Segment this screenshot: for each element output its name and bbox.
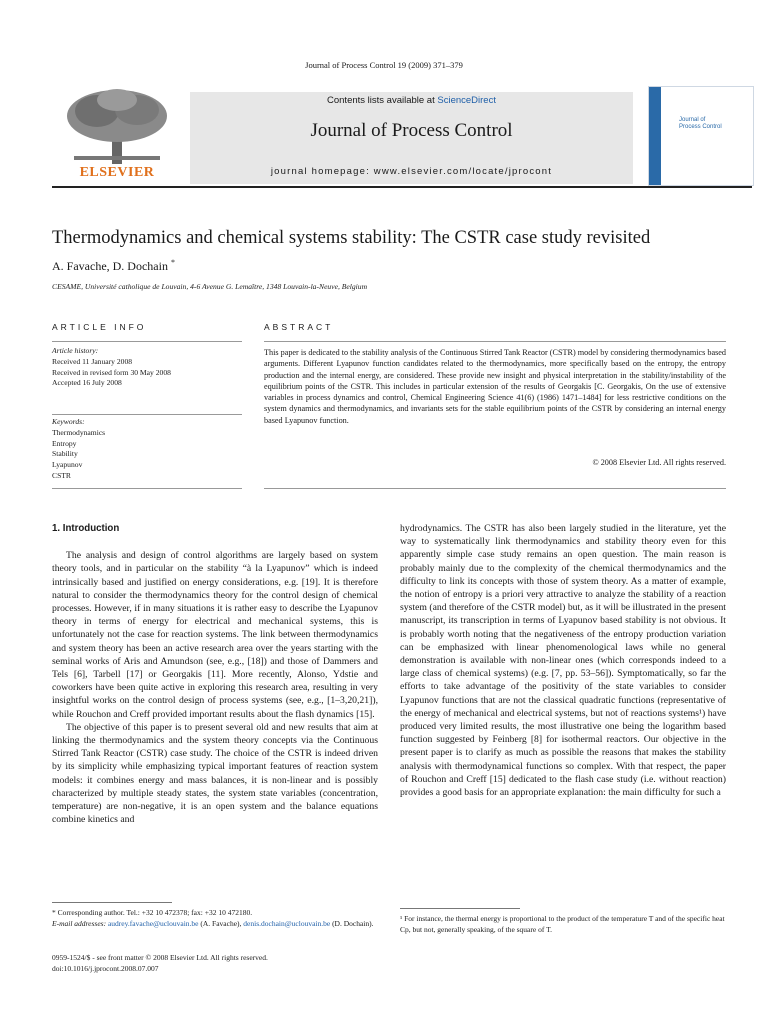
contents-prefix: Contents lists available at [327,95,438,106]
article-info-heading: ARTICLE INFO [52,322,147,332]
paper-title: Thermodynamics and chemical systems stability: The CSTR case study revisited [52,228,651,248]
sciencedirect-link[interactable]: ScienceDirect [437,95,496,106]
header-rule [52,186,752,188]
journal-homepage[interactable]: journal homepage: www.elsevier.com/locate/jprocont [270,166,553,177]
abstract-heading: ABSTRACT [264,322,334,332]
journal-citation: Journal of Process Control 19 (2009) 371–379 [305,60,463,70]
revised-date: Received in revised form 30 May 2008 [52,367,171,377]
footnote-rule [52,902,172,903]
contents-availability [190,95,633,106]
body-column-left [52,522,378,826]
author-mark: * [170,258,175,267]
elsevier-wordmark: ELSEVIER [79,165,155,180]
paragraph: hydrodynamics. The CSTR has also been largely studied in the literature, yet the way to systematically link thermodynamics and stability theory even for this apparently simple case study remains an open question. The main reason is probably mainly due to the complexity of the chemical thermodynamics and the difficulty to link its concepts with those of system theory. As a matter of example, the notion of entropy is a priori very attractive to analyze the stability of a reaction system (and therefore of the CSTR model) but, as it will be illustrated in the present manuscript, its transcription in terms of Lyapunov based stability is not obvious. It is probably worth noting that the negativeness of the entropy production variation can be emphasized with linear phenomenological laws while no general demonstration is available with non-linear ones (which corresponds indeed to a large class of chemical systems) (e.g. [7, pp. 53–56]). Symptomatically, so far the efforts to take advantage of the positivity of the state variables to consider Lyapunov functions that are not the classical quadratic functions (representative of the energy of mechanical and electrical systems, but not of reactions systems¹) have produced very limited results, the most illustrative one being the logarithm based function suggested by Feinberg [8] for isothermal reactors. Our objective in the present paper is to clarify as much as possible the reasons that makes the stability analysis with thermodynamical functions so complex. With that respect, the paper of Rouchon and Creff [15] dedicated to the flash case study (i.e. without reaction) provides a good basis for an appropriate explanation: the main difficulty for such a [400,523,726,799]
cover-title: Journal of Process Control [679,117,722,130]
divider [52,341,242,342]
divider [264,488,726,489]
paragraph: The analysis and design of control algorithms are largely based on system theory tools, and in particular on the stability “à la Lyapunov” which is indeed intrinsically based and justified on energy considerations, e.g. [19]. It is therefore natural to consider the thermodynamics theory for the control design of chemical processes. However, if in many situations it is rather easy to describe the Lyapunov theory in terms of energy for electrical and mechanical systems, this is unfortunately not the case for reaction systems. The link between thermodynamics and system theory has been an active research area over the years starting with the seminal works of Aris and Amundson (see, e.g., [18]) and those of Dammers and Tels [6], Tarbell [17] or Georgakis [11]. More recently, Alonso, Ydstie and coworkers have been quite active in exploring this research area, resulting in very insightful works on the control design of process systems (see, e.g., [1–3,20,21]), while Rouchon and Creff provided important results about the flash dynamics [15]. [52,550,378,720]
keyword: Stability [52,449,78,459]
divider [52,488,242,489]
keyword: Lyapunov [52,460,83,470]
footnote-1: ¹ For instance, the thermal energy is proportional to the product of the temperature T and of the specific heat Cp, but not, generally speaking, of the square of T. [400,914,725,934]
footnote-rule [400,908,520,909]
issn: 0959-1524/$ - see front matter © 2008 Elsevier Ltd. All rights reserved. [52,953,268,962]
keyword: Thermodynamics [52,427,106,437]
doi: doi:10.1016/j.jprocont.2008.07.007 [52,963,159,973]
affiliation: CESAME, Université catholique de Louvain, 4-6 Avenue G. Lemaître, 1348 Louvain-la-Neuve, Belgium [52,282,368,291]
accepted-date: Accepted 16 July 2008 [52,378,122,388]
keywords [52,417,242,482]
body-column-right [400,522,726,799]
abstract-copyright: © 2008 Elsevier Ltd. All rights reserved. [592,458,726,467]
keywords-label: Keywords: [52,417,85,426]
paragraph: The objective of this paper is to present several old and new results that aim at linking the thermodynamics and the system theory concepts via the Continuous Stirred Tank Reactor (CSTR) case study. The choice of the CSTR is indeed driven by its simplicity while emphasizing typical important features of reaction system models: it combines energy and mass balances, it is non-linear and is possibly characterized by multiple steady states, the system state variables (concentration, temperature) are non-negative, it is an open system and the balance equations combine kinetics and [52,721,378,826]
journal-cover-thumbnail [648,86,754,186]
journal-title: Journal of Process Control [310,120,513,141]
article-history [52,346,242,389]
keyword: CSTR [52,470,71,480]
issn-doi [52,953,378,974]
email-label: E-mail addresses: [52,918,107,928]
email-link[interactable]: audrey.favache@uclouvain.be [107,918,199,928]
abstract-text: This paper is dedicated to the stability analysis of the Continuous Stirred Tank Reactor (CSTR) model by considering thermodynamics based arguments. Different Lyapunov function candidates related to the thermodynamics, more specifically based on the entropy, the entropy production and the internal energy, are considered. These provide new insight and physical interpretation in the stability/instability of the equilibrium points of the CSTR. This includes in particular extension of the results of Georgakis [C. Georgakis, On the use of extensive variables in process dynamics and control, Chemical Engineering Science 41(6) (1986) 1471–1484] for less restrictive conditions on the system dynamics and thermodynamics, and invariants sets for the stable equilibrium points of the CSTR by considering an internal energy based Lyapunov function. [264,348,727,425]
authors: A. Favache, D. Dochain * [52,258,175,273]
cover-strip [649,87,661,185]
section-heading: 1. Introduction [52,523,120,534]
divider [52,414,242,415]
divider [264,341,726,342]
received-date: Received 11 January 2008 [52,356,133,366]
corresponding-author-note: * Corresponding author. Tel.: +32 10 472378; fax: +32 10 472180. E-mail addresses: audrey.favache@uclouvain.be (A. Favache), denis.dochain@uclouvain.be (D. Dochain). [52,908,374,928]
keyword: Entropy [52,438,77,448]
history-label: Article history: [52,346,99,355]
email-link[interactable]: denis.dochain@uclouvain.be [243,918,331,928]
